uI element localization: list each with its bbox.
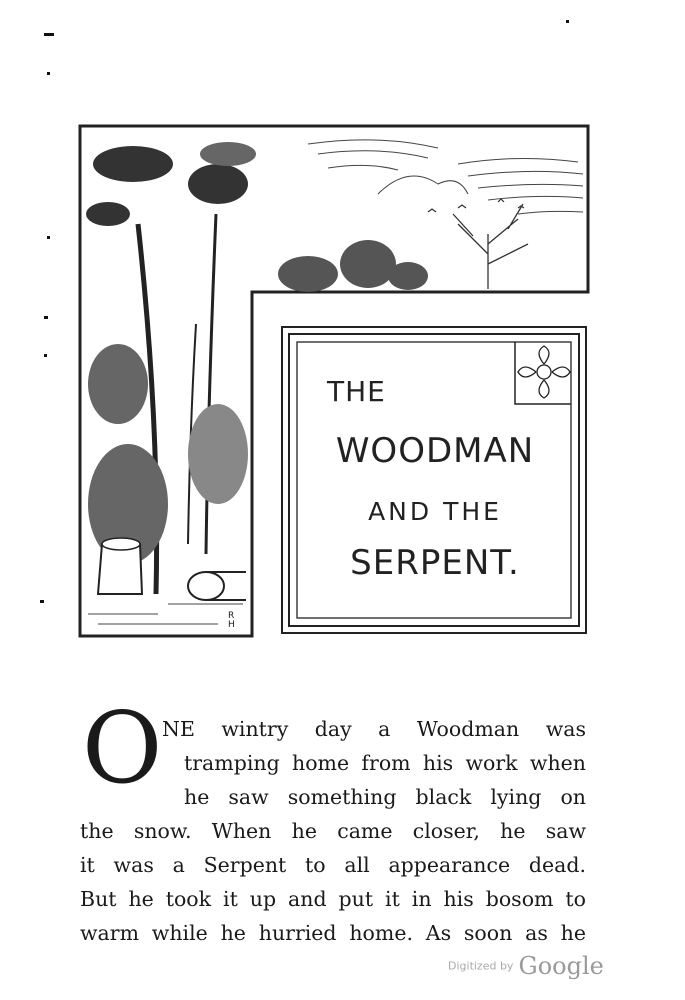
text-line-5: it was a Serpent to all appearance dead. (80, 853, 586, 877)
google-logo: Google (518, 952, 604, 980)
digitized-footer (448, 952, 604, 980)
scan-mark (47, 236, 50, 239)
scan-mark (40, 600, 44, 603)
text-line-6: But he took it up and put it in his bosom to (80, 887, 586, 911)
text-line-7: warm while he hurried home. As soon as he (80, 921, 586, 945)
body-text (80, 712, 586, 950)
scan-mark (566, 20, 569, 23)
scan-mark (44, 316, 48, 319)
text-line-4: the snow. When he came closer, he saw (80, 819, 586, 843)
artist-initials: R H (228, 611, 235, 630)
title-line-2: WOODMAN (335, 431, 535, 471)
scan-mark (47, 72, 50, 75)
title-line-3: AND THE (368, 497, 502, 526)
drop-cap: O (82, 692, 163, 806)
text-line-1: NE wintry day a Woodman was (162, 717, 586, 741)
scan-mark (44, 33, 54, 36)
title-block (299, 345, 571, 613)
text-line-3: he saw something black lying on (184, 785, 586, 809)
title-line-4: SERPENT. (350, 543, 520, 583)
text-line-2: tramping home from his work when (184, 751, 586, 775)
title-line-1: THE (327, 375, 386, 408)
digitized-label: Digitized by (448, 959, 514, 973)
scan-mark (44, 354, 47, 357)
